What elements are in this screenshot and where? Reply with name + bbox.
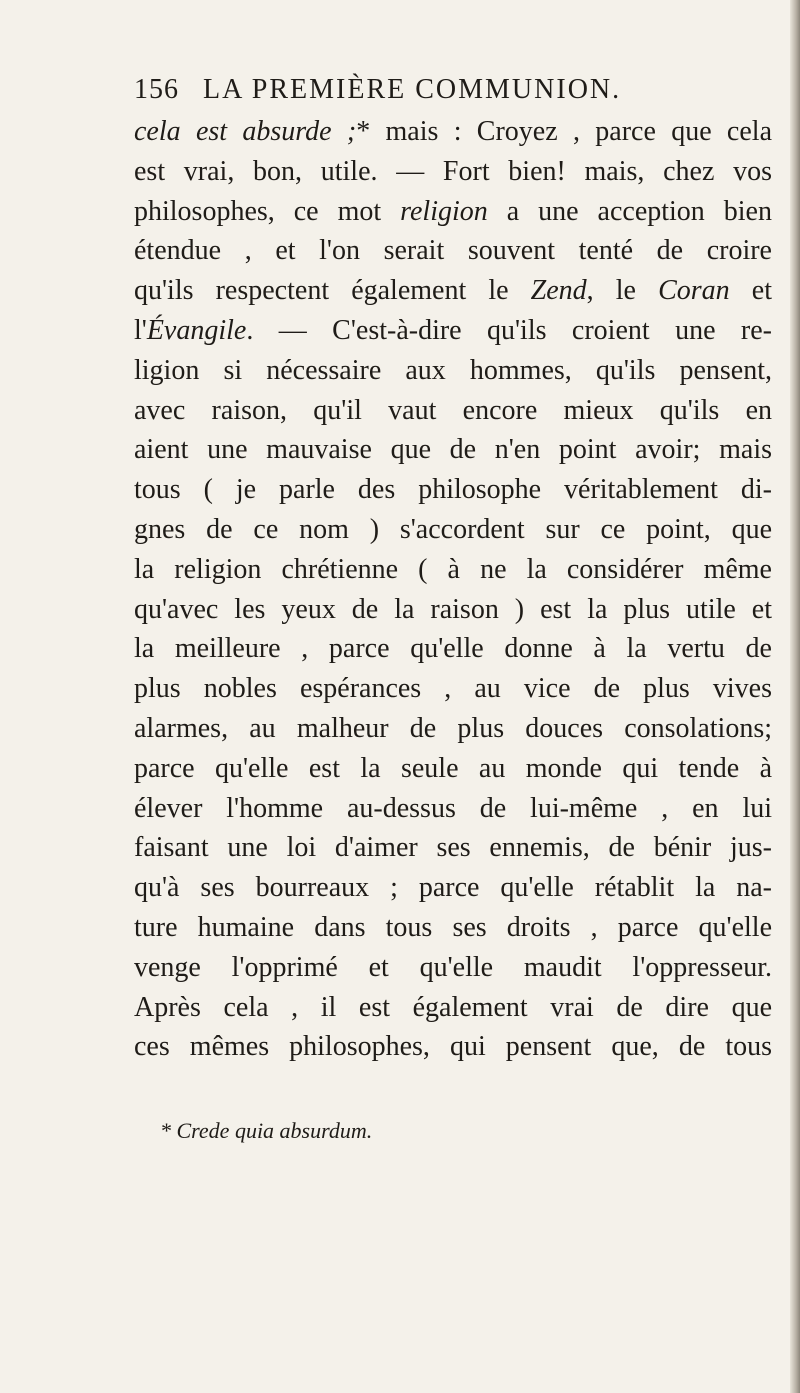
- footnote: [160, 1118, 372, 1144]
- text-line: qu'à ses bourreaux ; parce qu'elle rétablit la na-: [134, 872, 772, 904]
- italic-word: religion: [400, 195, 488, 227]
- text-line: élever l'homme au-dessus de lui-même , en lui: [134, 792, 772, 824]
- text-line: qu'avec les yeux de la raison ) est la plus utile et: [134, 593, 772, 625]
- running-title: LA PREMIÈRE COMMUNION.: [203, 74, 622, 105]
- text-line: gnes de ce nom ) s'accordent sur ce point, que: [134, 513, 772, 545]
- text-line: aient une mauvaise que de n'en point avoir; mais: [134, 434, 772, 466]
- page-number: 156: [134, 74, 179, 105]
- page-header: [134, 74, 621, 106]
- text-line: est vrai, bon, utile. — Fort bien! mais, chez vos: [134, 155, 772, 187]
- text-line: plus nobles espérances , au vice de plus vives: [134, 673, 772, 705]
- italic-word: Coran: [658, 275, 730, 307]
- text-line: étendue , et l'on serait souvent tenté de croire: [134, 235, 772, 267]
- text-line: l'Évangile. — C'est-à-dire qu'ils croient une re-: [134, 314, 772, 346]
- text-line: la religion chrétienne ( à ne la considérer même: [134, 553, 772, 585]
- footnote-text: Crede quia absurdum.: [176, 1118, 373, 1143]
- text-line: avec raison, qu'il vaut encore mieux qu'ils en: [134, 394, 772, 426]
- body-text: [134, 112, 772, 1067]
- text-line: alarmes, au malheur de plus douces consolations;: [134, 712, 772, 744]
- text-line: faisant une loi d'aimer ses ennemis, de bénir jus-: [134, 832, 772, 864]
- text-line: philosophes, ce mot religion a une acception bien: [134, 195, 772, 227]
- text-line: venge l'opprimé et qu'elle maudit l'oppresseur.: [134, 951, 772, 983]
- text-line: ture humaine dans tous ses droits , parce qu'elle: [134, 911, 772, 943]
- footnote-reference: *: [356, 116, 371, 147]
- text-line: ces mêmes philosophes, qui pensent que, de tous: [134, 1031, 772, 1063]
- text-line: Après cela , il est également vrai de dire que: [134, 991, 772, 1023]
- italic-word: Évangile: [146, 314, 247, 346]
- text-line: qu'ils respectent également le Zend, le Coran et: [134, 275, 772, 307]
- text-line: cela est absurde ;* mais : Croyez , parce que cela: [134, 116, 772, 147]
- text-line: tous ( je parle des philosophe véritablement di-: [134, 474, 772, 506]
- text-line: parce qu'elle est la seule au monde qui tende à: [134, 752, 772, 784]
- page-edge: [790, 0, 800, 1393]
- text-line: la meilleure , parce qu'elle donne à la vertu de: [134, 633, 772, 665]
- footnote-mark: *: [160, 1118, 171, 1143]
- italic-phrase: cela est absurde ;: [134, 116, 357, 147]
- italic-word: Zend: [530, 275, 587, 307]
- text-line: ligion si nécessaire aux hommes, qu'ils pensent,: [134, 354, 772, 386]
